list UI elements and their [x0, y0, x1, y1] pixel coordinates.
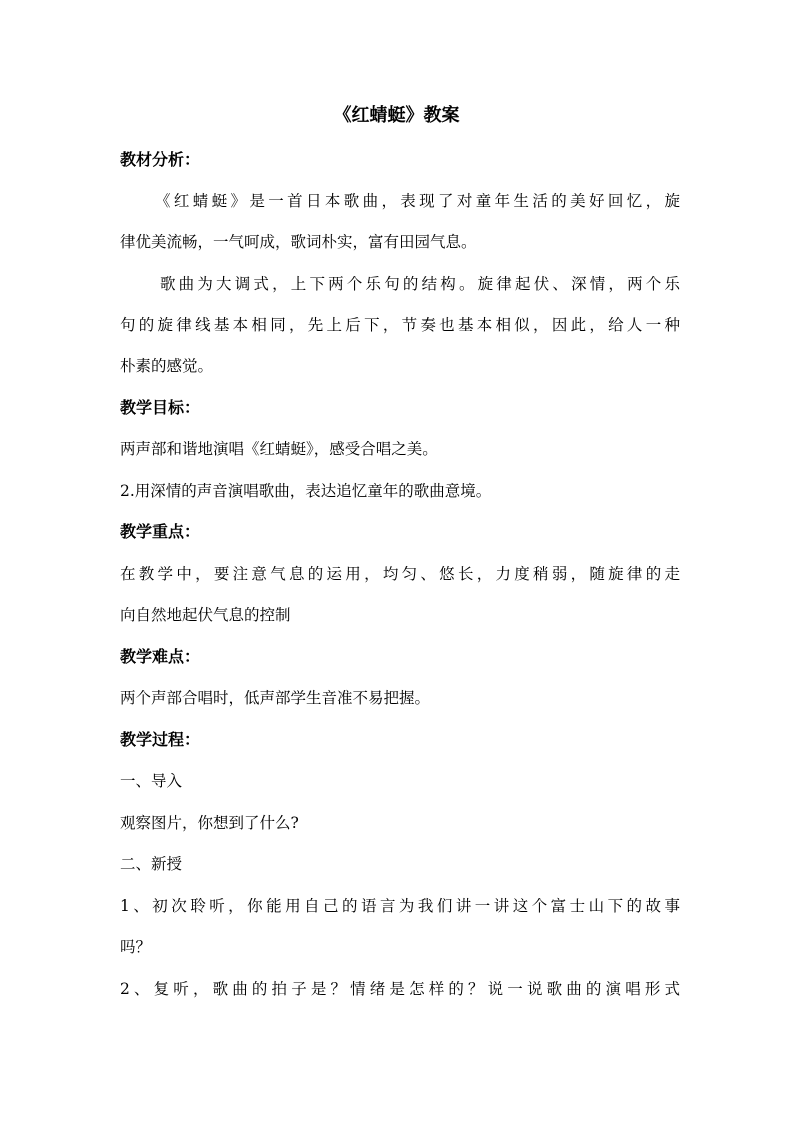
analysis-paragraph-1-line-1: 《红蜻蜓》是一首日本歌曲，表现了对童年生活的美好回忆，旋	[155, 192, 680, 210]
item-1-line-2: 吗？	[120, 938, 152, 956]
item-1-line-1: 1、初次聆听，你能用自己的语言为我们讲一讲这个富士山下的故事	[120, 897, 680, 915]
goal-2: 2.用深情的声音演唱歌曲，表达追忆童年的歌曲意境。	[120, 482, 492, 500]
process-heading: 教学过程：	[120, 730, 201, 749]
goals-heading: 教学目标：	[120, 398, 201, 417]
analysis-paragraph-2-line-3: 朴素的感觉。	[120, 357, 214, 375]
key-points-line-1: 在教学中，要注意气息的运用，均匀、悠长，力度稍弱，随旋律的走	[120, 565, 680, 583]
step-2-heading: 二、新授	[120, 855, 183, 873]
goal-1: 两声部和谐地演唱《红蜻蜓》，感受合唱之美。	[120, 440, 438, 458]
difficulty-heading: 教学难点：	[120, 647, 201, 666]
analysis-paragraph-1-line-2: 律优美流畅，一气呵成，歌词朴实，富有田园气息。	[120, 233, 477, 251]
difficulty-text: 两个声部合唱时，低声部学生音准不易把握。	[120, 689, 431, 707]
step-1-text: 观察图片，你想到了什么?	[120, 814, 299, 832]
analysis-paragraph-2-line-2: 句的旋律线基本相同，先上后下，节奏也基本相似，因此，给人一种	[120, 316, 680, 334]
step-1-heading: 一、导入	[120, 772, 183, 790]
key-points-heading: 教学重点：	[120, 522, 201, 541]
analysis-heading: 教材分析：	[120, 150, 201, 169]
analysis-paragraph-2-line-1: 歌曲为大调式，上下两个乐句的结构。旋律起伏、深情，两个乐	[160, 275, 680, 293]
item-2-line-1: 2、复听，歌曲的拍子是？情绪是怎样的？说一说歌曲的演唱形式	[120, 980, 680, 998]
document-title: 《红蜻蜓》教案	[333, 105, 460, 126]
key-points-line-2: 向自然地起伏气息的控制	[120, 606, 291, 624]
